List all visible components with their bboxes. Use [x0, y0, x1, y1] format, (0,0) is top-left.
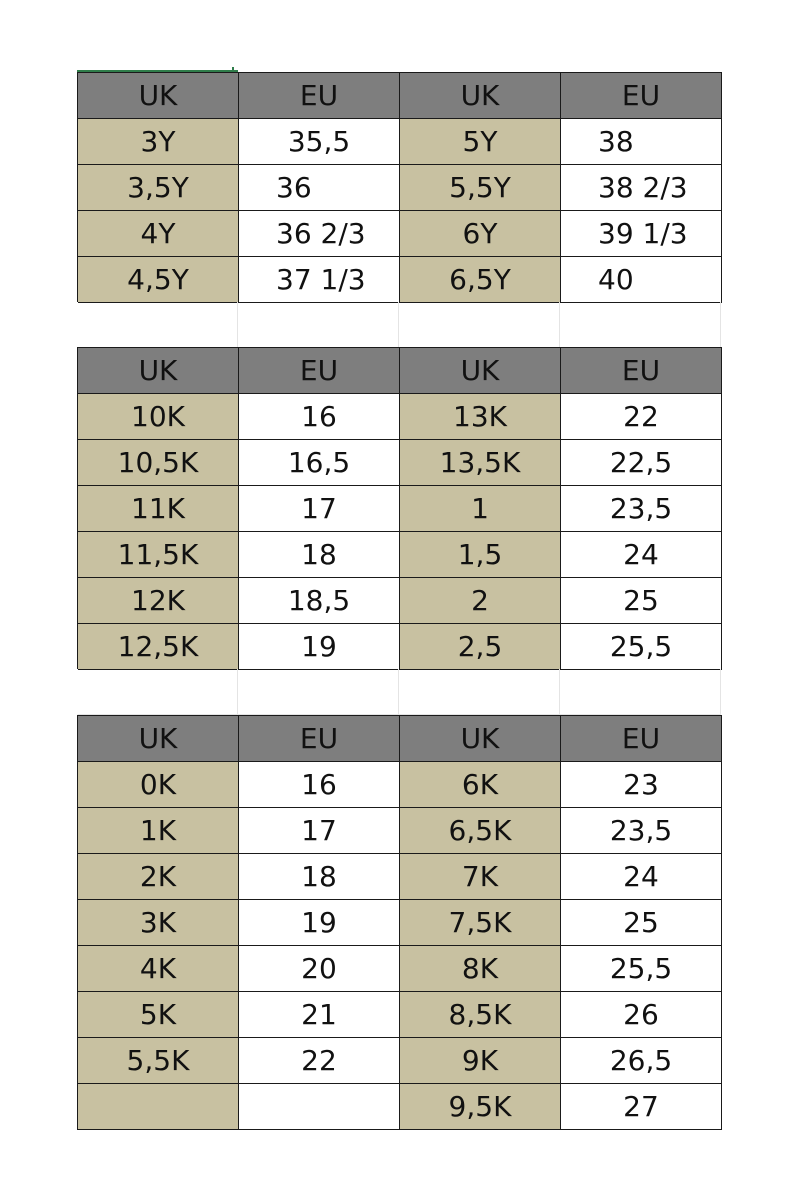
- table-row: [78, 854, 722, 900]
- uk-size-cell[interactable]: 10K: [78, 394, 239, 440]
- header-cell-uk[interactable]: UK: [400, 716, 561, 762]
- eu-size-cell[interactable]: 37 1/3: [239, 257, 400, 303]
- eu-size-cell[interactable]: 22: [561, 394, 722, 440]
- uk-size-cell[interactable]: 9,5K: [400, 1084, 561, 1130]
- empty-cell[interactable]: [77, 302, 238, 348]
- uk-size-cell[interactable]: [78, 1084, 239, 1130]
- eu-size-cell[interactable]: 18,5: [239, 578, 400, 624]
- uk-size-cell[interactable]: 2,5: [400, 624, 561, 670]
- table-row: [78, 486, 722, 532]
- uk-size-cell[interactable]: 12,5K: [78, 624, 239, 670]
- uk-size-cell[interactable]: 1,5: [400, 532, 561, 578]
- eu-size-cell[interactable]: 22,5: [561, 440, 722, 486]
- uk-size-cell[interactable]: 8K: [400, 946, 561, 992]
- eu-size-cell[interactable]: 39 1/3: [561, 211, 722, 257]
- uk-size-cell[interactable]: 1K: [78, 808, 239, 854]
- table-row: [78, 762, 722, 808]
- eu-size-cell[interactable]: 26,5: [561, 1038, 722, 1084]
- empty-cell[interactable]: [399, 669, 560, 715]
- uk-size-cell[interactable]: 3Y: [78, 119, 239, 165]
- eu-size-cell[interactable]: 17: [239, 486, 400, 532]
- uk-size-cell[interactable]: 6,5K: [400, 808, 561, 854]
- empty-cell[interactable]: [238, 669, 399, 715]
- size-table-kids: [77, 347, 722, 670]
- eu-size-cell[interactable]: 23,5: [561, 486, 722, 532]
- uk-size-cell[interactable]: 5Y: [400, 119, 561, 165]
- header-cell-eu[interactable]: EU: [239, 73, 400, 119]
- header-cell-eu[interactable]: EU: [561, 716, 722, 762]
- uk-size-cell[interactable]: 11,5K: [78, 532, 239, 578]
- uk-size-cell[interactable]: 5K: [78, 992, 239, 1038]
- table-row: [78, 946, 722, 992]
- eu-size-cell[interactable]: 17: [239, 808, 400, 854]
- uk-size-cell[interactable]: 3,5Y: [78, 165, 239, 211]
- eu-size-cell[interactable]: 36 2/3: [239, 211, 400, 257]
- uk-size-cell[interactable]: 0K: [78, 762, 239, 808]
- eu-size-cell[interactable]: 25,5: [561, 946, 722, 992]
- eu-size-cell[interactable]: 40: [561, 257, 722, 303]
- table-row: [78, 808, 722, 854]
- header-cell-eu[interactable]: EU: [239, 716, 400, 762]
- uk-size-cell[interactable]: 2: [400, 578, 561, 624]
- spacer-row: [77, 669, 723, 715]
- eu-size-cell[interactable]: 20: [239, 946, 400, 992]
- table-row: [78, 394, 722, 440]
- uk-size-cell[interactable]: 4Y: [78, 211, 239, 257]
- eu-size-cell[interactable]: 25: [561, 578, 722, 624]
- eu-size-cell[interactable]: 18: [239, 854, 400, 900]
- table-row: [78, 624, 722, 670]
- uk-size-cell[interactable]: 7K: [400, 854, 561, 900]
- uk-size-cell[interactable]: 7,5K: [400, 900, 561, 946]
- eu-size-cell[interactable]: 38: [561, 119, 722, 165]
- table-row: [78, 1038, 722, 1084]
- empty-cell[interactable]: [560, 302, 721, 348]
- eu-size-cell[interactable]: 16: [239, 394, 400, 440]
- eu-size-cell[interactable]: 21: [239, 992, 400, 1038]
- table-row: [78, 900, 722, 946]
- table-row: [78, 578, 722, 624]
- empty-cell[interactable]: [238, 302, 399, 348]
- uk-size-cell[interactable]: 1: [400, 486, 561, 532]
- uk-size-cell[interactable]: 6Y: [400, 211, 561, 257]
- eu-size-cell[interactable]: 26: [561, 992, 722, 1038]
- eu-size-cell[interactable]: 24: [561, 854, 722, 900]
- eu-size-cell[interactable]: 16,5: [239, 440, 400, 486]
- spacer-row: [77, 302, 723, 348]
- header-cell-uk[interactable]: UK: [400, 348, 561, 394]
- eu-size-cell[interactable]: 23,5: [561, 808, 722, 854]
- table-row: [78, 992, 722, 1038]
- size-table-infants: [77, 715, 722, 1130]
- uk-size-cell[interactable]: 5,5K: [78, 1038, 239, 1084]
- uk-size-cell[interactable]: 12K: [78, 578, 239, 624]
- eu-size-cell[interactable]: 16: [239, 762, 400, 808]
- uk-size-cell[interactable]: 5,5Y: [400, 165, 561, 211]
- eu-size-cell[interactable]: 35,5: [239, 119, 400, 165]
- uk-size-cell[interactable]: 6,5Y: [400, 257, 561, 303]
- table-row: [78, 119, 722, 165]
- header-cell-eu[interactable]: EU: [561, 348, 722, 394]
- uk-size-cell[interactable]: 4,5Y: [78, 257, 239, 303]
- eu-size-cell[interactable]: 38 2/3: [561, 165, 722, 211]
- header-cell-eu[interactable]: EU: [239, 348, 400, 394]
- eu-size-cell[interactable]: 23: [561, 762, 722, 808]
- header-cell-uk[interactable]: UK: [78, 348, 239, 394]
- uk-size-cell[interactable]: 6K: [400, 762, 561, 808]
- header-cell-uk[interactable]: UK: [78, 716, 239, 762]
- uk-size-cell[interactable]: 8,5K: [400, 992, 561, 1038]
- uk-size-cell[interactable]: 3K: [78, 900, 239, 946]
- uk-size-cell[interactable]: 4K: [78, 946, 239, 992]
- uk-size-cell[interactable]: 11K: [78, 486, 239, 532]
- table-header-row: [78, 73, 722, 119]
- uk-size-cell[interactable]: 2K: [78, 854, 239, 900]
- eu-size-cell[interactable]: 19: [239, 900, 400, 946]
- empty-cell[interactable]: [399, 302, 560, 348]
- uk-size-cell[interactable]: 9K: [400, 1038, 561, 1084]
- header-cell-uk[interactable]: UK: [78, 73, 239, 119]
- eu-size-cell[interactable]: 27: [561, 1084, 722, 1130]
- empty-cell[interactable]: [77, 669, 238, 715]
- uk-size-cell[interactable]: 10,5K: [78, 440, 239, 486]
- size-table-youth: [77, 72, 722, 303]
- table-row: [78, 532, 722, 578]
- eu-size-cell[interactable]: 36: [239, 165, 400, 211]
- eu-size-cell[interactable]: 19: [239, 624, 400, 670]
- table-row: [78, 165, 722, 211]
- header-cell-eu[interactable]: EU: [561, 73, 722, 119]
- eu-size-cell[interactable]: 25,5: [561, 624, 722, 670]
- table-row: [78, 440, 722, 486]
- eu-size-cell[interactable]: 22: [239, 1038, 400, 1084]
- uk-size-cell[interactable]: 13,5K: [400, 440, 561, 486]
- table-header-row: [78, 348, 722, 394]
- header-cell-uk[interactable]: UK: [400, 73, 561, 119]
- table-row: [78, 257, 722, 303]
- eu-size-cell[interactable]: 24: [561, 532, 722, 578]
- uk-size-cell[interactable]: 13K: [400, 394, 561, 440]
- eu-size-cell[interactable]: [239, 1084, 400, 1130]
- table-header-row: [78, 716, 722, 762]
- eu-size-cell[interactable]: 18: [239, 532, 400, 578]
- empty-cell[interactable]: [560, 669, 721, 715]
- table-row: [78, 211, 722, 257]
- eu-size-cell[interactable]: 25: [561, 900, 722, 946]
- table-row: [78, 1084, 722, 1130]
